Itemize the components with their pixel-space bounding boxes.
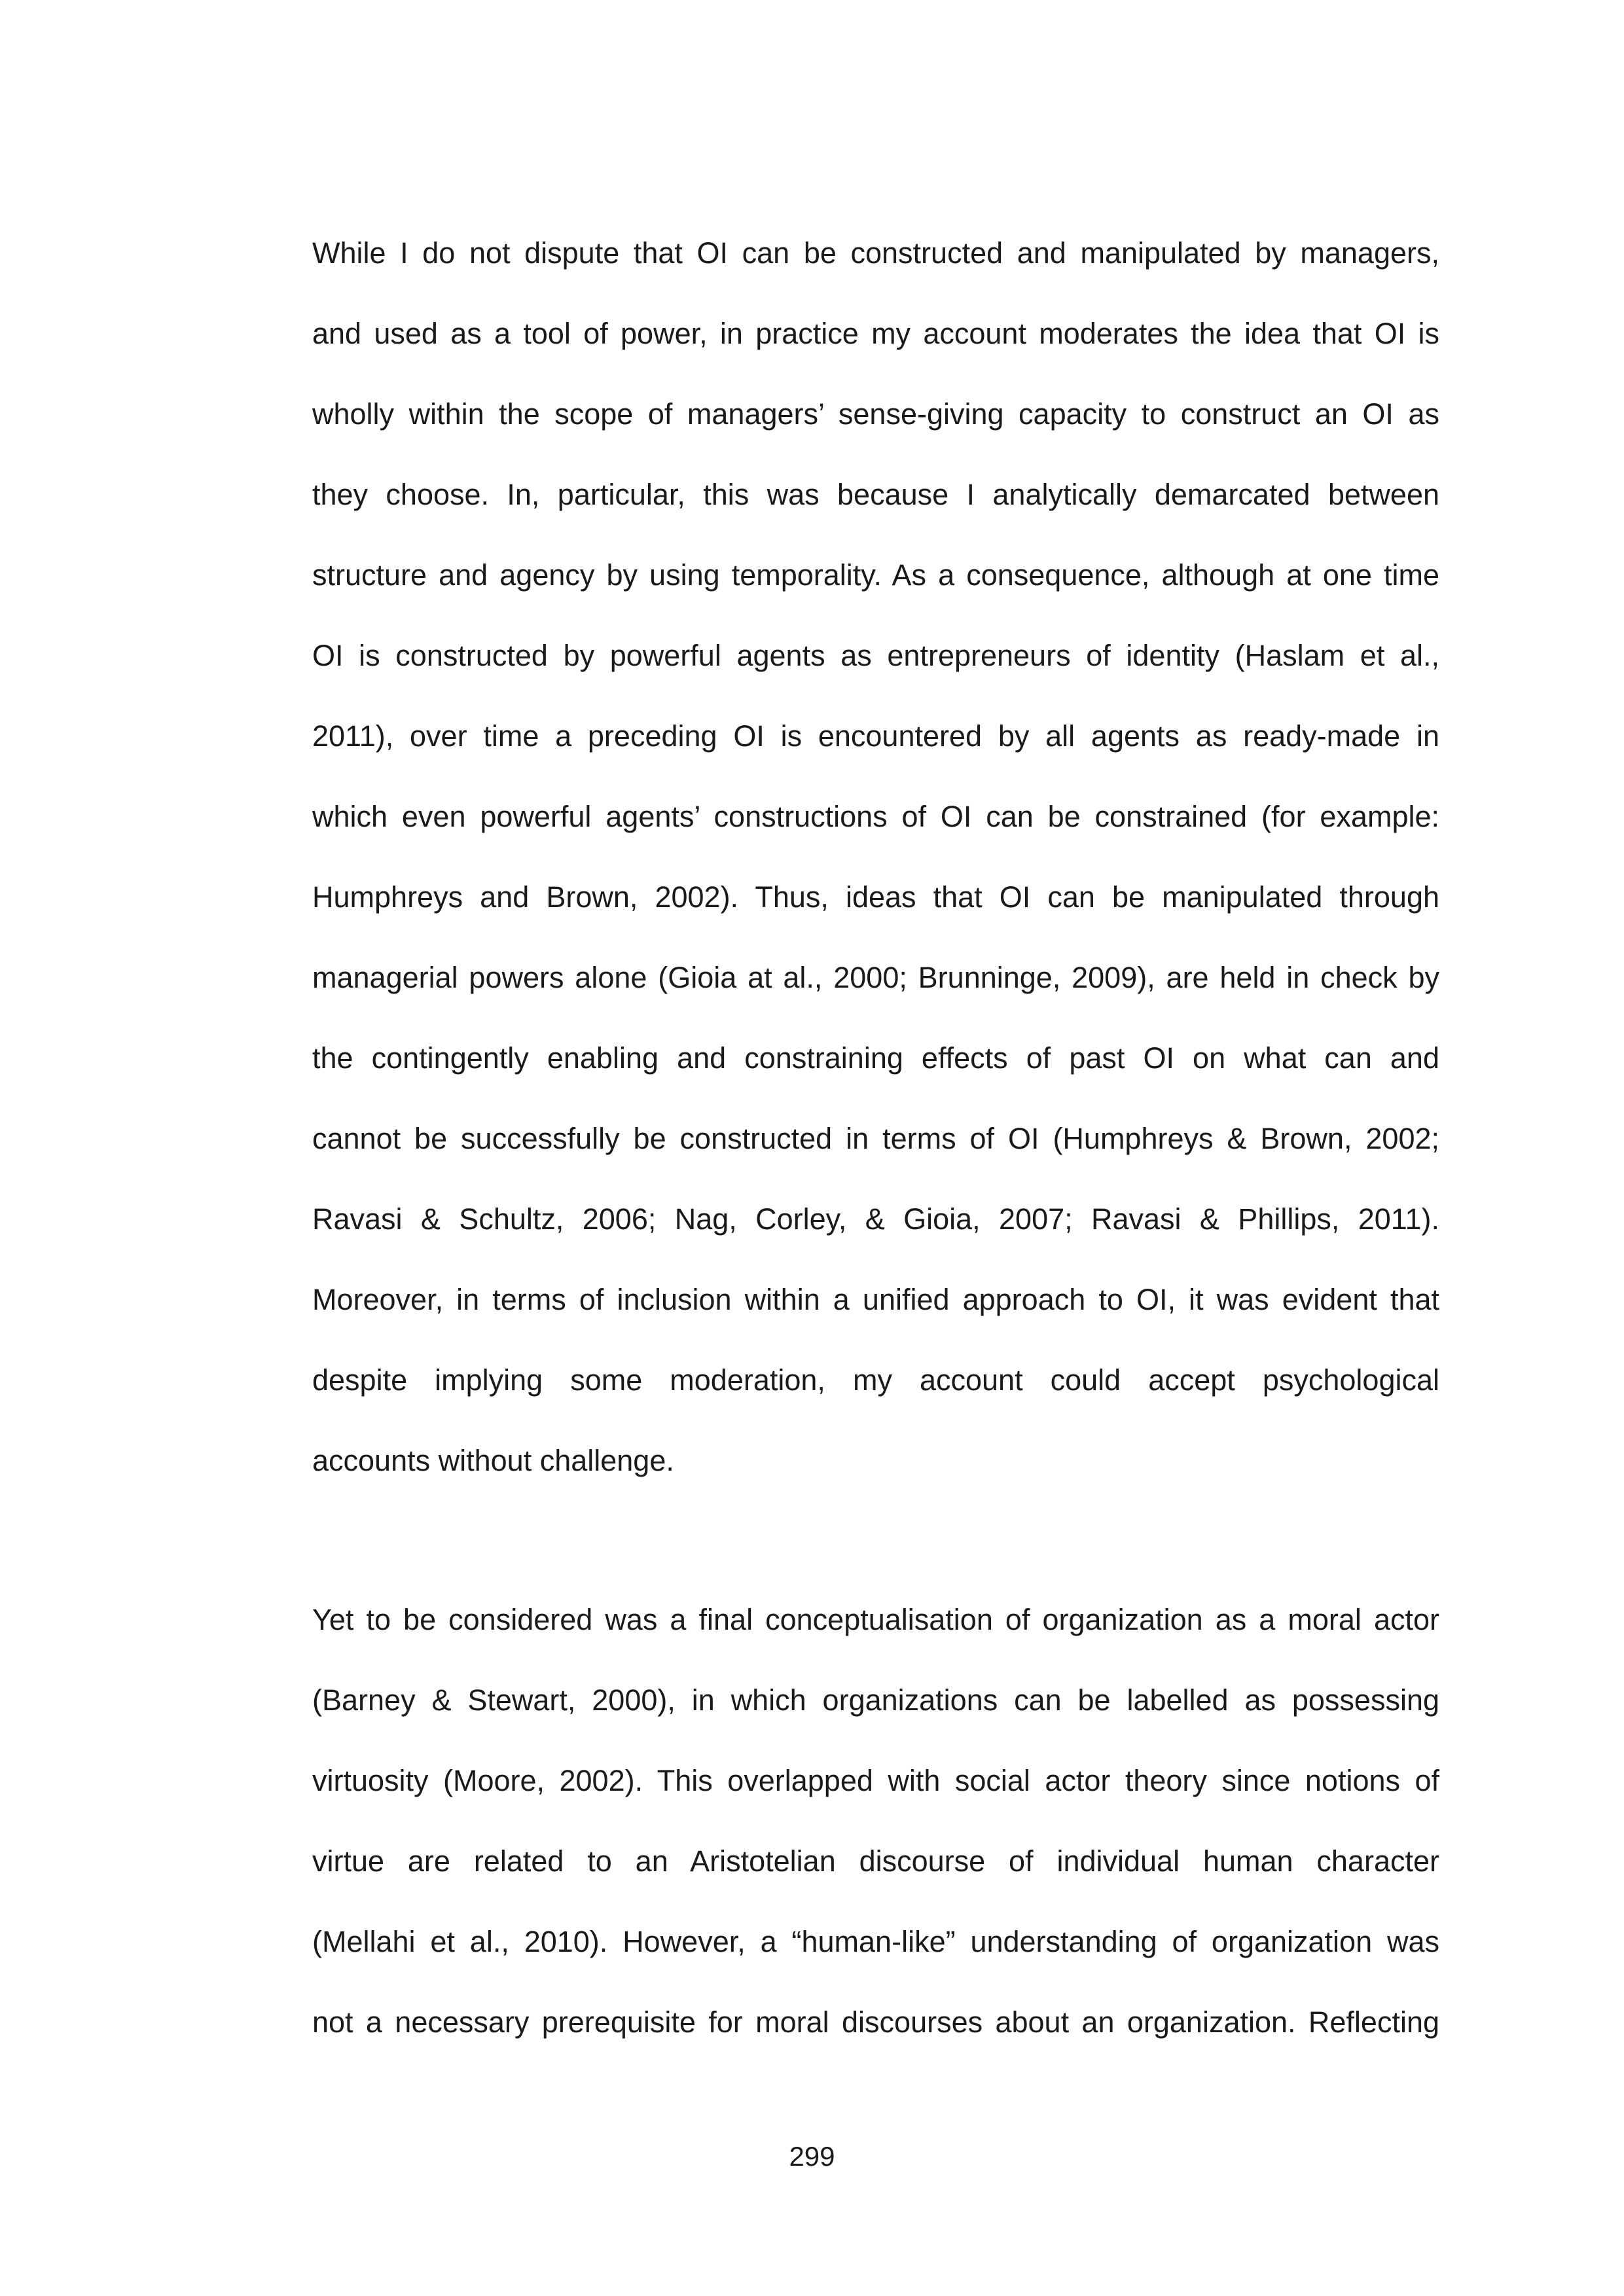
text-line: wholly within the scope of managers’ sense-giving capacity to construct an OI as [312, 397, 1439, 431]
text-line: (Mellahi et al., 2010). However, a “human-like” understanding of organization was [312, 1925, 1439, 1958]
text-line: managerial powers alone (Gioia at al., 2000; Brunninge, 2009), are held in check by [312, 961, 1439, 994]
text-line: and used as a tool of power, in practice my account moderates the idea that OI is [312, 317, 1439, 350]
text-line: virtue are related to an Aristotelian discourse of individual human character [312, 1844, 1439, 1878]
text-line: While I do not dispute that OI can be constructed and manipulated by managers, [312, 236, 1439, 270]
text-line: Ravasi & Schultz, 2006; Nag, Corley, & Gioia, 2007; Ravasi & Phillips, 2011). [312, 1202, 1439, 1236]
text-line: cannot be successfully be constructed in terms of OI (Humphreys & Brown, 2002; [312, 1122, 1439, 1155]
text-line: (Barney & Stewart, 2000), in which organizations can be labelled as possessing [312, 1683, 1439, 1717]
text-line: virtuosity (Moore, 2002). This overlapped with social actor theory since notions of [312, 1764, 1439, 1797]
page-number: 299 [789, 2141, 835, 2172]
text-line: OI is constructed by powerful agents as entrepreneurs of identity (Haslam et al., [312, 639, 1439, 672]
paragraph-2 [312, 1579, 1439, 2062]
text-line: which even powerful agents’ constructions of OI can be constrained (for example: [312, 800, 1439, 833]
text-line: structure and agency by using temporality. As a consequence, although at one time [312, 558, 1439, 592]
text-line: Humphreys and Brown, 2002). Thus, ideas that OI can be manipulated through [312, 880, 1439, 914]
text-line: 2011), over time a preceding OI is encountered by all agents as ready-made in [312, 719, 1439, 753]
text-line: despite implying some moderation, my account could accept psychological [312, 1363, 1439, 1397]
text-line: the contingently enabling and constraining effects of past OI on what can and [312, 1041, 1439, 1075]
text-line: not a necessary prerequisite for moral discourses about an organization. Reflecting [312, 2005, 1439, 2039]
text-line: Yet to be considered was a final conceptualisation of organization as a moral actor [312, 1603, 1439, 1636]
text-line: accounts without challenge. [312, 1444, 674, 1477]
paragraph-1 [312, 213, 1439, 1501]
text-line: they choose. In, particular, this was because I analytically demarcated between [312, 478, 1439, 511]
text-line: Moreover, in terms of inclusion within a unified approach to OI, it was evident that [312, 1283, 1439, 1316]
